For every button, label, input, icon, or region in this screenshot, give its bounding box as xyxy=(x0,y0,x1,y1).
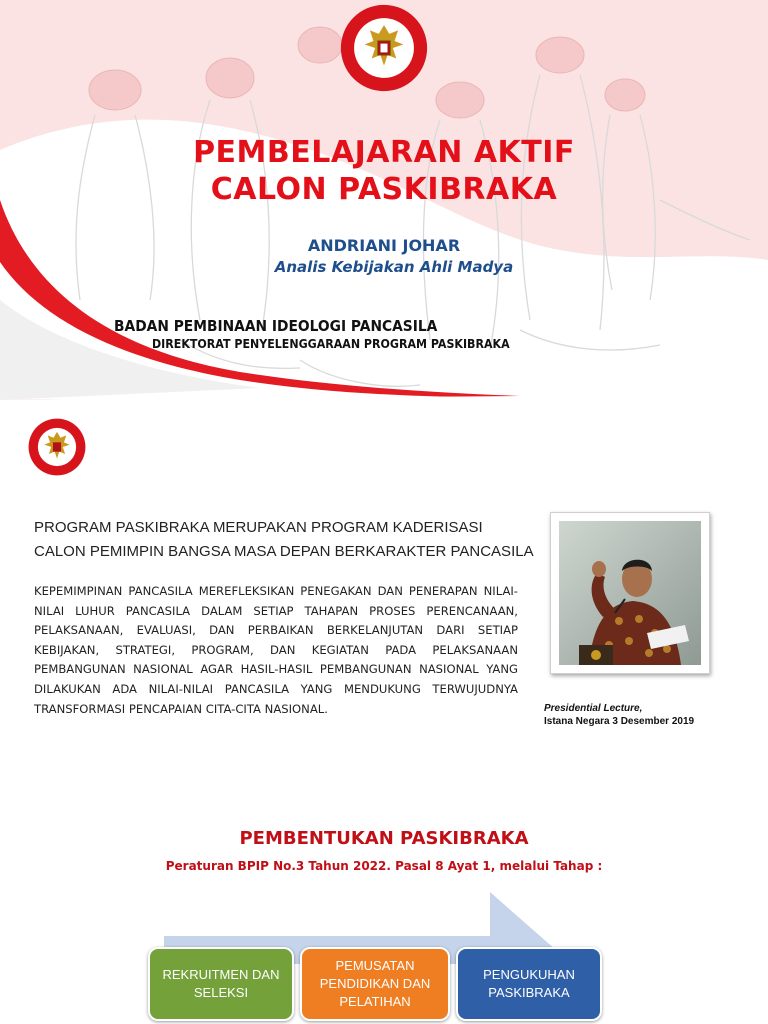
step-label: REKRUITMEN DAN SELEKSI xyxy=(162,967,280,1000)
author-role: Analis Kebijakan Ahli Madya xyxy=(274,258,514,276)
step-education-training xyxy=(300,947,450,1021)
step-label: PENGUKUHAN PASKIBRAKA xyxy=(483,967,575,1000)
photo-caption-title: Presidential Lecture, xyxy=(544,703,643,714)
directorate-name: DIREKTORAT PENYELENGGARAAN PROGRAM PASKIBRAKA xyxy=(152,337,510,351)
author-name: ANDRIANI JOHAR xyxy=(307,236,461,255)
step-label: PEMUSATAN PENDIDIKAN DAN PELATIHAN xyxy=(319,958,431,1009)
organization-name: BADAN PEMBINAAN IDEOLOGI PANCASILA xyxy=(114,317,438,335)
bpip-seal-logo xyxy=(340,4,428,92)
leadership-slide xyxy=(0,400,768,780)
bpip-seal-logo-small xyxy=(28,418,86,476)
program-heading-line-2: CALON PEMIMPIN BANGSA MASA DEPAN BERKARAKTER PANCASILA xyxy=(34,543,534,560)
president-photo xyxy=(559,521,701,665)
title-line-1: PEMBELAJARAN AKTIF xyxy=(193,135,575,170)
program-heading-line-1: PROGRAM PASKIBRAKA MERUPAKAN PROGRAM KADERISASI xyxy=(34,519,483,536)
cover-slide xyxy=(0,0,768,400)
regulation-subtitle: Peraturan BPIP No.3 Tahun 2022. Pasal 8 Ayat 1, melalui Tahap : xyxy=(165,859,603,873)
step-inauguration xyxy=(456,947,602,1021)
formation-title: PEMBENTUKAN PASKIBRAKA xyxy=(239,828,529,849)
photo-frame xyxy=(550,512,710,674)
title-line-2: CALON PASKIBRAKA xyxy=(210,172,558,207)
formation-slide xyxy=(0,780,768,1024)
photo-caption-place-date: Istana Negara 3 Desember 2019 xyxy=(544,716,695,727)
step-recruitment-selection xyxy=(148,947,294,1021)
leadership-paragraph: KEPEMIMPINAN PANCASILA MEREFLEKSIKAN PENEGAKAN DAN PENERAPAN NILAI-NILAI LUHUR PANCASILA DALAM SETIAP TAHAPAN PROSES PERENCANAAN, PELAKSANAAN, EVALUASI, DAN PERBAIKAN BERKELANJUTAN DARI SETIAP KEBIJAKAN, STRATEGI, PROGRAM, DAN KEGIATAN PADA PELAKSANAAN PEMBANGUNAN NASIONAL AGAR HASIL-HASIL PEMBANGUNAN NASIONAL YANG DILAKUKAN ADA NILAI-NILAI PANCASILA YANG MENDUKUNG TERWUJUDNYA TRANSFORMASI PENCAPAIAN CITA-CITA NASIONAL. xyxy=(34,584,518,716)
